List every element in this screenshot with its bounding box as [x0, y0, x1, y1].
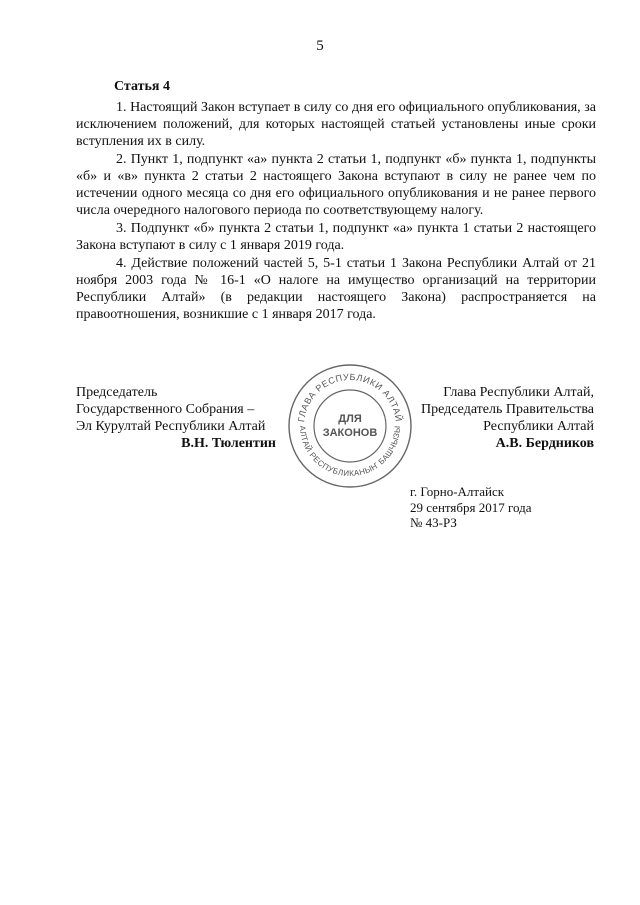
chairman-title-line-1: Председатель: [76, 385, 158, 400]
article-paragraph-1: 1. Настоящий Закон вступает в силу со дня его официального опубликования, за исключением положений, для которых настоящей статьей установлены иные сроки вступления их в силу.: [76, 100, 596, 149]
head-name: А.В. Бердников: [495, 436, 594, 451]
seal-center-line-2: ЗАКОНОВ: [322, 427, 378, 439]
official-seal-stamp: [286, 362, 414, 490]
chairman-title-line-3: Эл Курултай Республики Алтай: [76, 419, 266, 434]
seal-bottom-arc-text: АЛТАЙ РЕСПУБЛИКАНЫҤ БАШЧЫЗЫ: [297, 425, 403, 479]
signature-block-head: [408, 384, 594, 452]
signature-block-chairman: [76, 384, 276, 452]
page-number: 5: [316, 38, 324, 54]
chairman-title-line-2: Государственного Собрания –: [76, 402, 255, 417]
seal-center-line-1: ДЛЯ: [338, 413, 362, 425]
article-title: Статья 4: [114, 79, 170, 94]
chairman-name: В.Н. Тюлентин: [181, 436, 276, 451]
law-date: 29 сентября 2017 года: [410, 499, 532, 515]
law-number: № 43-РЗ: [410, 515, 457, 530]
seal-outer-ring: [289, 365, 411, 487]
seal-inner-ring: [314, 390, 386, 462]
head-title-line-3: Республики Алтай: [483, 419, 594, 434]
place-date-block: [410, 484, 610, 531]
article-paragraph-2: 2. Пункт 1, подпункт «а» пункта 2 статьи 1, подпункт «б» пункта 1, подпункты «б» и «в» пункта 2 статьи 2 настоящего Закона вступают в силу не ранее чем по истечении одного месяца со дня его официального опубликования и не ранее первого числа очередного налогового периода по соответствующему налогу.: [76, 152, 596, 218]
head-title-line-2: Председатель Правительства: [421, 402, 594, 417]
article-paragraph-4: 4. Действие положений частей 5, 5-1 статьи 1 Закона Республики Алтай от 21 ноября 2003 года № 16-1 «О налоге на имущество организаций на территории Республики Алтай» (в редакции настоящего Закона) распространяется на правоотношения, возникшие с 1 января 2017 года.: [76, 256, 596, 322]
head-title-line-1: Глава Республики Алтай,: [443, 385, 594, 400]
seal-top-arc-text: ГЛАВА РЕСПУБЛИКИ АЛТАЙ: [296, 371, 404, 423]
city: г. Горно-Алтайск: [410, 484, 505, 499]
article-4: [76, 78, 596, 324]
article-paragraph-3: 3. Подпункт «б» пункта 2 статьи 1, подпункт «а» пункта 1 статьи 2 настоящего Закона вступают в силу с 1 января 2019 года.: [76, 221, 596, 253]
